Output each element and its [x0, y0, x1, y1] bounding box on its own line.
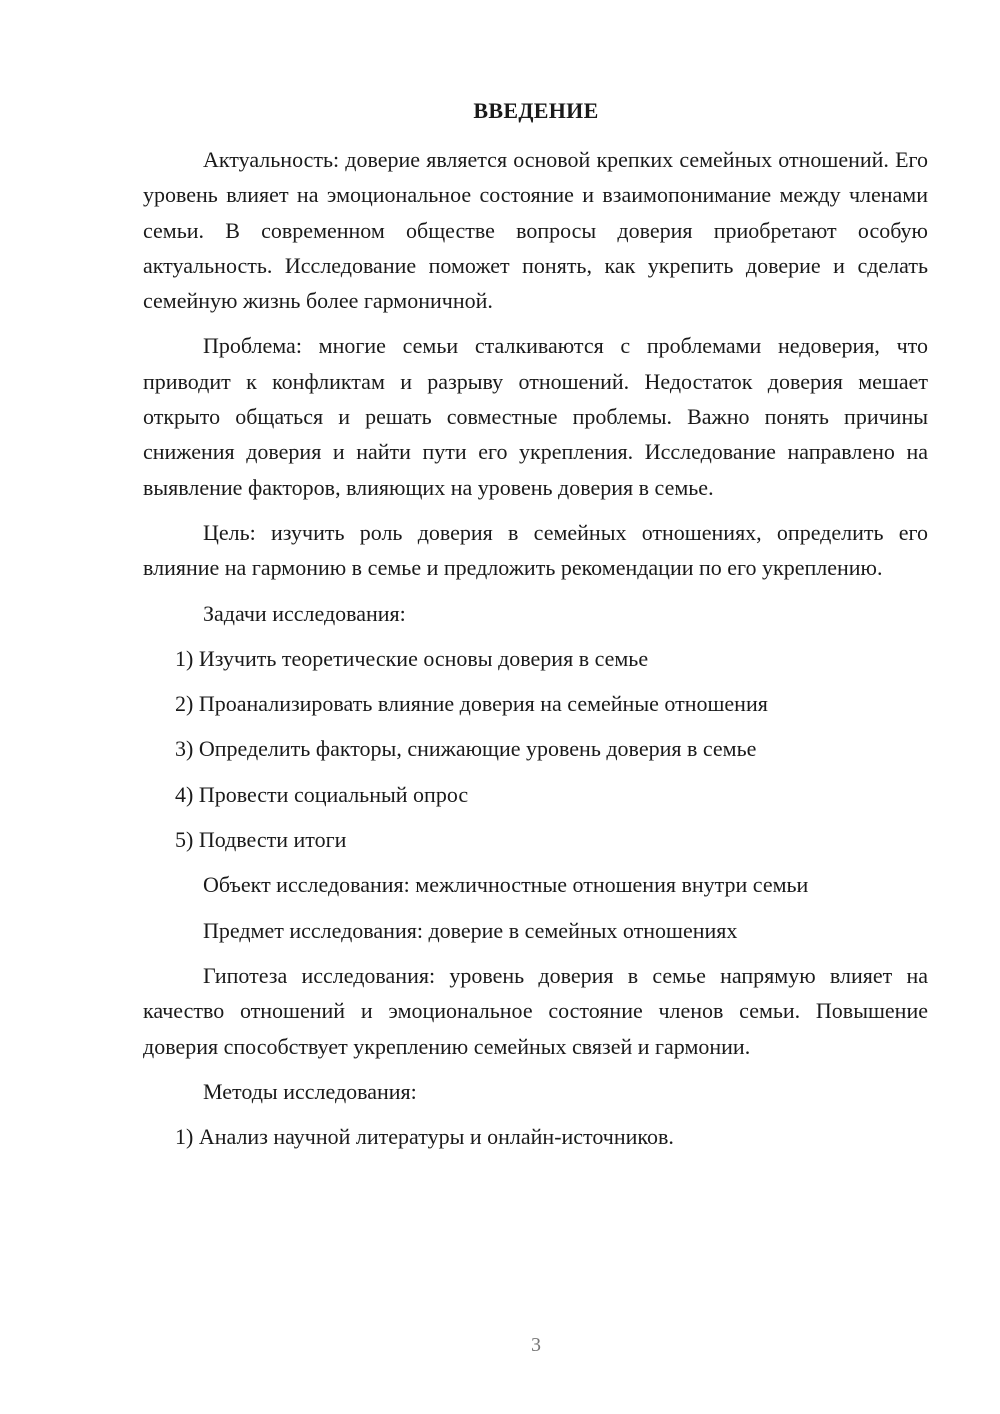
relevance-paragraph: Актуальность: доверие является основой крепких семейных отношений. Его уровень влияет на эмоциональное состояние и взаимопонимание между членами семьи. В современном обществе вопросы доверия приобретают особую актуальность. Исследование поможет понять, как укрепить доверие и сделать семейную жизнь более гармоничной. — [143, 147, 928, 314]
list-item: 1) Изучить теоретические основы доверия в семье — [175, 645, 649, 671]
tasks-heading: Задачи исследования: — [203, 600, 406, 626]
methods-heading: Методы исследования: — [203, 1078, 417, 1104]
document-body — [143, 142, 928, 1164]
hypothesis-paragraph: Гипотеза исследования: уровень доверия в семье напрямую влияет на качество отношений и эмоциональное состояние членов семьи. Повышение доверия способствует укреплению семейных связей и гармонии. — [143, 962, 928, 1059]
list-item: 1) Анализ научной литературы и онлайн-источников. — [175, 1124, 674, 1150]
methods-list — [143, 1119, 928, 1154]
subject-line: Предмет исследования: доверие в семейных отношениях — [203, 917, 738, 943]
page-number: 3 — [531, 1334, 541, 1356]
object-line: Объект исследования: межличностные отношения внутри семьи — [203, 872, 809, 898]
list-item: 4) Провести социальный опрос — [175, 781, 469, 807]
list-item: 3) Определить факторы, снижающие уровень доверия в семье — [175, 736, 757, 762]
tasks-list — [143, 641, 928, 857]
list-item: 2) Проанализировать влияние доверия на семейные отношения — [175, 691, 768, 717]
problem-paragraph: Проблема: многие семьи сталкиваются с проблемами недоверия, что приводит к конфликтам и разрыву отношений. Недостаток доверия мешает открыто общаться и решать совместные проблемы. Важно понять причины снижения доверия и найти пути его укрепления. Исследование направлено на выявление факторов, влияющих на уровень доверия в семье. — [143, 333, 928, 500]
page-title: ВВЕДЕНИЕ — [473, 98, 599, 123]
list-item: 5) Подвести итоги — [175, 827, 347, 853]
goal-paragraph: Цель: изучить роль доверия в семейных отношениях, определить его влияние на гармонию в семье и предложить рекомендации по его укреплению. — [143, 519, 928, 581]
